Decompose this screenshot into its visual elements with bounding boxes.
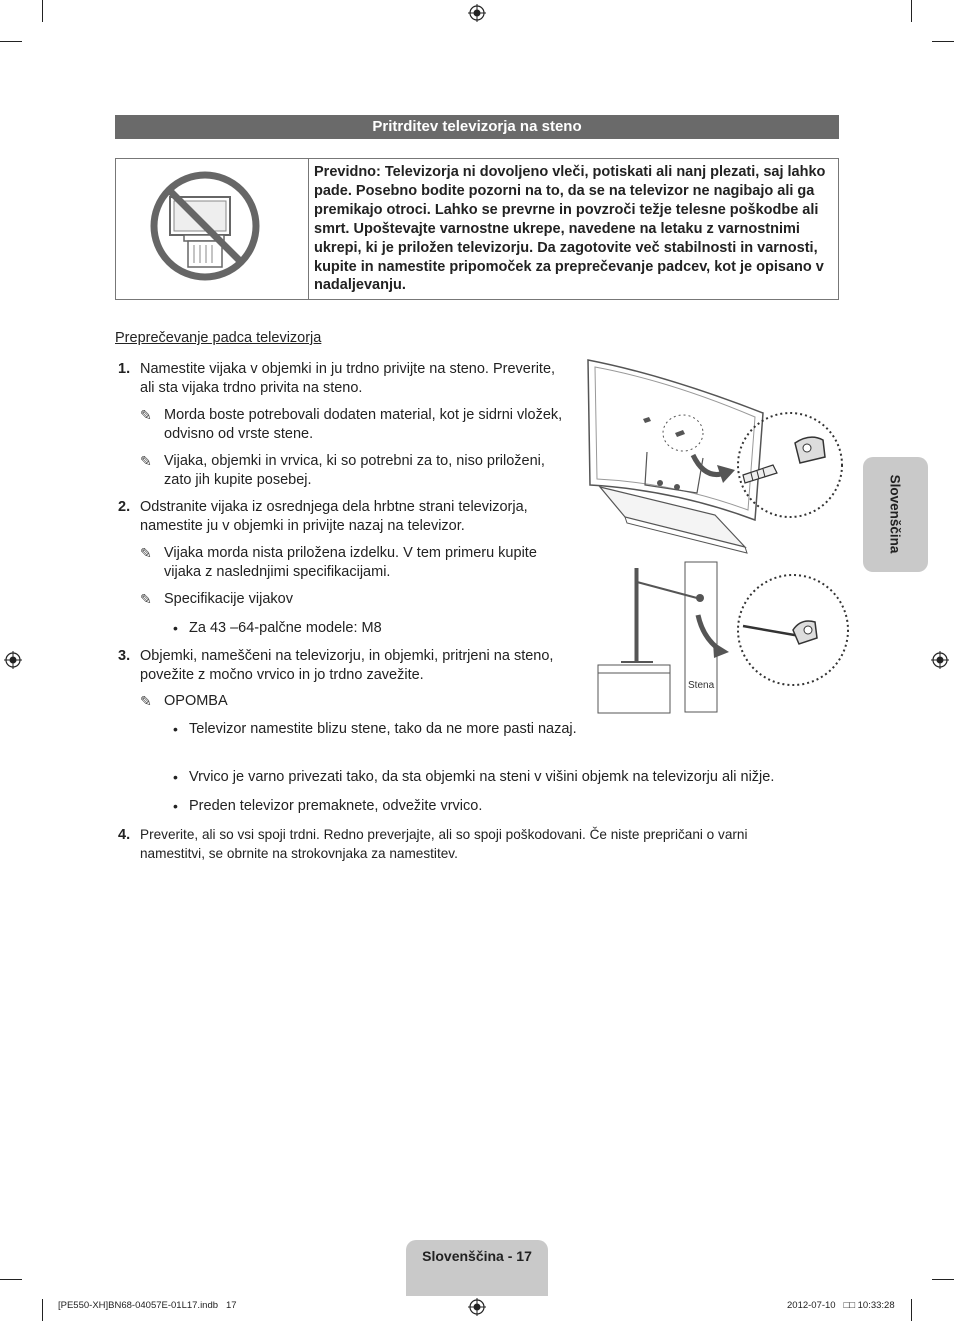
crop-mark (932, 1279, 954, 1280)
bullet-text: Za 43 –64-palčne modele: M8 (189, 620, 382, 636)
step-text: Odstranite vijaka iz osrednjega dela hrbtne strani televizorja, namestite ju v objemki in privijte nazaj na televizor. (140, 499, 528, 534)
warning-box (115, 158, 839, 300)
step-number: 3. (118, 648, 131, 664)
table-divider (308, 159, 309, 299)
note-text: Vijaka, objemki in vrvica, ki so potrebni za to, niso priloženi, zato jih kupite posebej. (164, 453, 545, 488)
note-text: Specifikacije vijakov (164, 591, 293, 607)
footer-timestamp: 2012-07-10 □□ 10:33:28 (787, 1300, 895, 1311)
crop-mark (42, 1299, 43, 1321)
crop-mark (42, 0, 43, 22)
language-side-tab (863, 457, 928, 572)
section-title: Pritrditev televizorja na steno (115, 115, 839, 139)
page-number: Slovenščina - 17 (422, 1248, 532, 1264)
registration-mark-icon (468, 4, 486, 22)
note-text: Morda boste potrebovali dodaten material, kot je sidrni vložek, odvisno od vrste stene. (164, 407, 563, 442)
step-number: 2. (118, 499, 131, 515)
tv-bracket-illustration (585, 355, 845, 555)
step-number: 4. (118, 827, 131, 843)
crop-mark (932, 41, 954, 42)
crop-mark (911, 0, 912, 22)
note-text: Vijaka morda nista priložena izdelku. V tem primeru kupite vijaka z naslednjimi specifikacijami. (164, 545, 537, 580)
wall-label: Stena (688, 680, 715, 691)
note-pencil-icon: ✎ (140, 453, 152, 469)
crop-mark (0, 1279, 22, 1280)
step-text: Objemki, nameščeni na televizorju, in objemki, pritrjeni na steno, povežite z močno vrvico in jo trdno zavežite. (140, 648, 554, 683)
page-number-tab (406, 1240, 548, 1296)
step-number: 1. (118, 361, 131, 377)
bullet-icon: • (173, 620, 178, 636)
note-pencil-icon: ✎ (140, 591, 152, 607)
step-text: Preverite, ali so vsi spoji trdni. Redno preverjajte, ali so spoji poškodovani. Če niste prepričani o varni namestitvi, se obrnite na strokovnjaka za namestitev. (140, 827, 748, 861)
bullet-icon: • (173, 798, 178, 814)
registration-mark-icon (468, 1298, 486, 1316)
bullet-text: Vrvico je varno privezati tako, da sta objemki na steni v višini objemk na televizorju ali nižje. (189, 769, 775, 785)
crop-mark (0, 41, 22, 42)
no-climbing-warning-icon (148, 169, 263, 284)
registration-mark-icon (931, 651, 949, 669)
crop-mark (911, 1299, 912, 1321)
note-pencil-icon: ✎ (140, 545, 152, 561)
warning-text: Previdno: Televizorja ni dovoljeno vleči, potiskati ali nanj plezati, saj lahko pade. Posebno bodite pozorni na to, da se na televizor ne nagibajo ali ga premikajo otroci. Lahko se prevrne in povzroči težje telesne poškodbe ali smrt. Upoštevajte varnostne ukrepe, navedene na letaku z varnostnimi ukrepi, ki je priložen televizorju. Da zagotovite več stabilnosti in varnosti, kupite in namestite pripomoček za preprečevanje padcev, kot je opisano v nadaljevanju. (314, 164, 826, 294)
bullet-text: Televizor namestite blizu stene, tako da ne more pasti nazaj. (189, 721, 577, 737)
bullet-icon: • (173, 769, 178, 785)
bullet-icon: • (173, 721, 178, 737)
step-text: Namestite vijaka v objemki in ju trdno privijte na steno. Preverite, ali sta vijaka trdno privita na steno. (140, 361, 556, 396)
note-pencil-icon: ✎ (140, 407, 152, 423)
wall-cord-illustration (595, 560, 855, 715)
side-tab-label: Slovenščina (887, 474, 903, 554)
footer-file-info: [PE550-XH]BN68-04057E-01L17.indb 17 (58, 1300, 237, 1311)
note-label: OPOMBA (164, 693, 228, 709)
note-pencil-icon: ✎ (140, 693, 152, 709)
bullet-text: Preden televizor premaknete, odvežite vrvico. (189, 798, 483, 814)
subheading: Preprečevanje padca televizorja (115, 330, 322, 346)
registration-mark-icon (4, 651, 22, 669)
